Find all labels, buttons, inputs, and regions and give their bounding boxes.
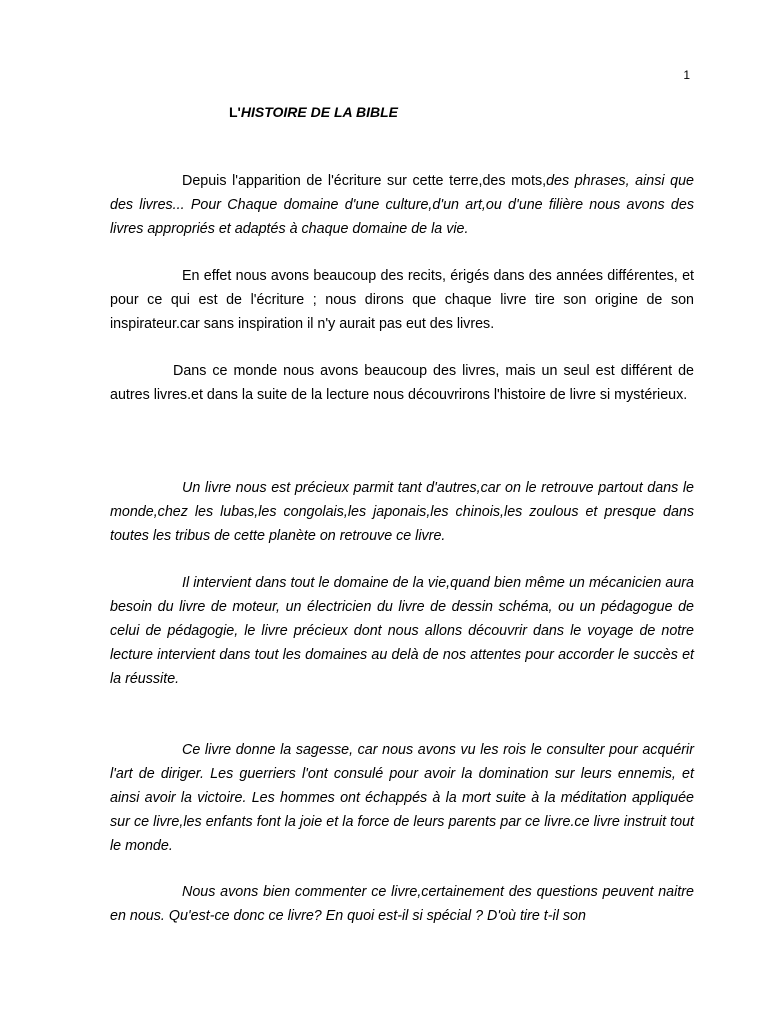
paragraph-6: Ce livre donne la sagesse, car nous avons vu les rois le consulter pour acquérir l'art de diriger. Les guerriers l'ont consulé pour avoir la domination sur leurs ennemis, et ainsi avoir la victoire. Les hommes ont échappés à la mort suite à la méditation appliquée sur ce livre,les enfants font la joie et la force de leurs parents par ce livre.ce livre instruit tout le monde. (110, 742, 694, 854)
page-number: 1 (683, 68, 690, 82)
document-title (229, 103, 398, 121)
paragraph-1 (110, 169, 694, 241)
paragraph-2: En effet nous avons beaucoup des recits, érigés dans des années différentes, et pour ce qui est de l'écriture ; nous dirons que chaque livre tire son origine de son inspirateur.car sans inspiration il n'y aurait pas eut des livres. (110, 268, 694, 332)
paragraph-1-italic: des phrases, ainsi que des livres... Pour Chaque domaine d'une culture,d'un art,ou d'une filière nous avons des livres appropriés et adaptés à chaque domaine de la vie. (110, 173, 695, 237)
paragraph-1-normal: Depuis l'apparition de l'écriture sur cette terre,des mots, (182, 173, 547, 189)
paragraph-4: Un livre nous est précieux parmit tant d'autres,car on le retrouve partout dans le monde,chez les lubas,les congolais,les japonais,les chinois,les zoulous et presque dans toutes les tribus de cette planète on retrouve ce livre. (110, 480, 694, 544)
title-main: HISTOIRE DE LA BIBLE (240, 104, 399, 120)
paragraph-3: Dans ce monde nous avons beaucoup des livres, mais un seul est différent de autres livres.et dans la suite de la lecture nous découvrirons l'histoire de livre si mystérieux. (110, 363, 694, 403)
paragraph-7: Nous avons bien commenter ce livre,certainement des questions peuvent naitre en nous. Qu'est-ce donc ce livre? En quoi est-il si spécial ? D'où tire t-il son (110, 884, 694, 924)
title-prefix: L' (229, 104, 241, 120)
paragraph-5: Il intervient dans tout le domaine de la vie,quand bien même un mécanicien aura besoin du livre de moteur, un électricien du livre de dessin schéma, ou un pédagogue de celui de pédagogie, le livre précieux dont nous allons découvrir dans le voyage de notre lecture intervient dans tout les domaines au delà de nos attentes pour accorder le succès et la réussite. (110, 575, 694, 687)
